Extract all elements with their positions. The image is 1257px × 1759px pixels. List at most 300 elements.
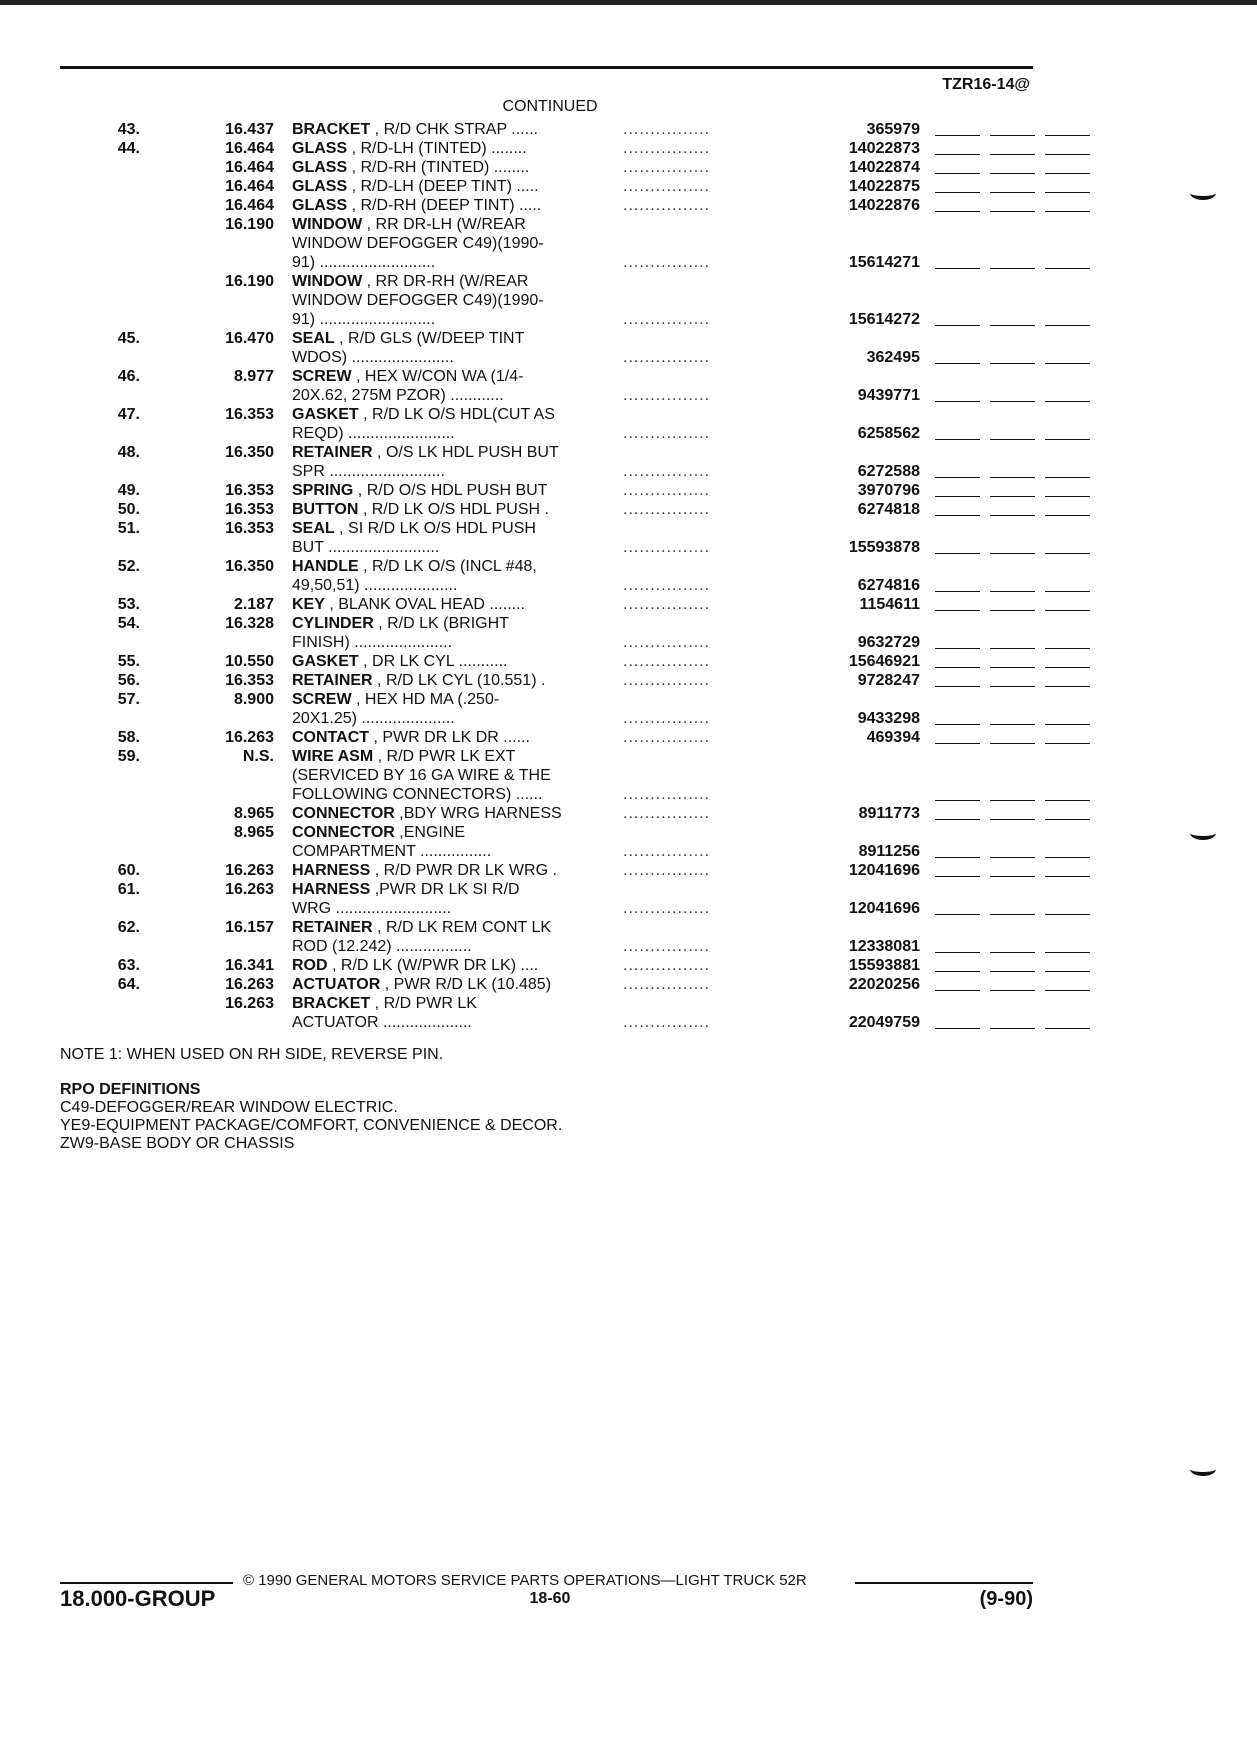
part-description	[292, 709, 600, 728]
blank-line	[1045, 686, 1090, 688]
part-name: WIRE ASM	[292, 748, 374, 765]
part-detail: , HEX HD MA (.250-	[356, 691, 500, 708]
group-number: 8.965	[233, 824, 274, 841]
part-number: 15614271	[848, 254, 920, 271]
part-detail: , R/D-LH (DEEP TINT) .....	[351, 178, 539, 195]
blank-line	[935, 135, 980, 137]
part-name: RETAINER	[292, 444, 373, 461]
group-number: 16.263	[225, 995, 274, 1012]
part-detail: , PWR R/D LK (10.485)	[384, 976, 552, 993]
table-row	[60, 823, 1040, 842]
part-detail: ,ENGINE	[399, 824, 466, 841]
blank-line	[990, 800, 1035, 802]
leader-dots: ................	[623, 938, 711, 955]
table-row	[60, 842, 1040, 861]
part-number: 22020256	[848, 976, 920, 993]
leader-dots: ................	[623, 653, 711, 670]
blank-line	[935, 496, 980, 498]
leader-dots: ................	[623, 539, 711, 556]
blank-line	[990, 876, 1035, 878]
blank-line	[935, 439, 980, 441]
part-name: CONTACT	[292, 729, 370, 746]
part-detail: ,PWR DR LK SI R/D	[374, 881, 520, 898]
entry-blanks	[935, 120, 1095, 139]
part-detail: WINDOW DEFOGGER C49)(1990-	[292, 235, 544, 252]
leader-dots: ................	[623, 121, 711, 138]
part-description	[292, 766, 600, 785]
entry-blanks	[935, 671, 1095, 690]
entry-blanks	[935, 158, 1095, 177]
table-row	[60, 481, 1040, 500]
ref-number: 51.	[117, 520, 140, 537]
part-name: BUTTON	[292, 501, 359, 518]
table-row	[60, 158, 1040, 177]
header-rule	[60, 66, 1033, 69]
blank-line	[990, 439, 1035, 441]
leader-dots: ................	[623, 729, 711, 746]
leader-dots: ................	[623, 957, 711, 974]
blank-line	[935, 477, 980, 479]
part-number: 15614272	[848, 311, 920, 328]
entry-blanks	[935, 348, 1095, 367]
blank-line	[1045, 610, 1090, 612]
table-row	[60, 348, 1040, 367]
part-name: CONNECTOR	[292, 805, 395, 822]
entry-blanks	[935, 861, 1095, 880]
blank-line	[935, 914, 980, 916]
entry-blanks	[935, 538, 1095, 557]
blank-line	[935, 648, 980, 650]
binder-hole-mark	[1190, 826, 1216, 840]
blank-line	[1045, 591, 1090, 593]
group-number: 16.263	[225, 881, 274, 898]
part-detail: , R/D GLS (W/DEEP TINT	[339, 330, 525, 347]
table-row	[60, 766, 1040, 785]
entry-blanks	[935, 576, 1095, 595]
blank-line	[1045, 1028, 1090, 1030]
table-row	[60, 671, 1040, 690]
part-number: 12041696	[848, 900, 920, 917]
blank-line	[1045, 477, 1090, 479]
table-row	[60, 1013, 1040, 1032]
part-name: GLASS	[292, 140, 348, 157]
part-description	[292, 329, 600, 348]
entry-blanks	[935, 1013, 1095, 1032]
continued-label: CONTINUED	[502, 98, 598, 115]
part-name: GASKET	[292, 653, 359, 670]
part-name: SPRING	[292, 482, 354, 499]
part-description	[292, 158, 600, 177]
ref-number: 57.	[117, 691, 140, 708]
leader-dots: ................	[623, 425, 711, 442]
blank-line	[990, 686, 1035, 688]
part-name: BRACKET	[292, 995, 371, 1012]
blank-line	[1045, 439, 1090, 441]
blank-line	[990, 743, 1035, 745]
part-name: RETAINER	[292, 919, 373, 936]
table-row	[60, 253, 1040, 272]
ref-number: 62.	[117, 919, 140, 936]
table-row	[60, 177, 1040, 196]
ref-number: 53.	[117, 596, 140, 613]
table-row	[60, 139, 1040, 158]
leader-dots: ................	[623, 862, 711, 879]
leader-dots: ................	[623, 976, 711, 993]
part-detail: , R/D CHK STRAP ......	[374, 121, 538, 138]
blank-line	[935, 401, 980, 403]
binder-hole-mark	[1190, 1462, 1216, 1476]
entry-blanks	[935, 177, 1095, 196]
blank-line	[1045, 363, 1090, 365]
part-detail: , R/D LK (W/PWR DR LK) ....	[332, 957, 539, 974]
leader-dots: ................	[623, 387, 711, 404]
ref-number: 60.	[117, 862, 140, 879]
part-detail: WDOS) .......................	[292, 349, 454, 366]
entry-blanks	[935, 804, 1095, 823]
blank-line	[935, 363, 980, 365]
leader-dots: ................	[623, 786, 711, 803]
blank-line	[1045, 515, 1090, 517]
part-detail: , BLANK OVAL HEAD ........	[329, 596, 525, 613]
ref-number: 43.	[117, 121, 140, 138]
footer-page-number: 18-60	[529, 1590, 571, 1607]
part-detail: , DR LK CYL ...........	[363, 653, 508, 670]
part-number: 362495	[866, 349, 920, 366]
group-number: 16.437	[225, 121, 274, 138]
part-detail: , R/D PWR LK EXT	[377, 748, 516, 765]
group-number: 16.190	[225, 216, 274, 233]
part-description	[292, 880, 600, 899]
group-number: 16.464	[225, 140, 274, 157]
part-number: 9433298	[857, 710, 920, 727]
blank-line	[935, 325, 980, 327]
entry-blanks	[935, 462, 1095, 481]
part-description	[292, 272, 600, 291]
footer-rule-left	[60, 1582, 233, 1584]
part-number: 365979	[866, 121, 920, 138]
table-row	[60, 880, 1040, 899]
leader-dots: ................	[623, 577, 711, 594]
table-row	[60, 728, 1040, 747]
blank-line	[990, 1028, 1035, 1030]
group-number: 16.353	[225, 406, 274, 423]
leader-dots: ................	[623, 349, 711, 366]
blank-line	[1045, 325, 1090, 327]
blank-line	[935, 192, 980, 194]
part-detail: , R/D LK O/S (INCL #48,	[363, 558, 537, 575]
blank-line	[990, 819, 1035, 821]
table-row	[60, 424, 1040, 443]
table-row	[60, 291, 1040, 310]
ref-number: 64.	[117, 976, 140, 993]
part-number: 6274816	[857, 577, 920, 594]
part-detail: , PWR DR LK DR ......	[373, 729, 530, 746]
part-description	[292, 310, 600, 329]
footer-date: (9-90)	[979, 1588, 1033, 1610]
leader-dots: ................	[623, 672, 711, 689]
table-row	[60, 994, 1040, 1013]
part-description	[292, 196, 600, 215]
blank-line	[1045, 990, 1090, 992]
group-number: 16.464	[225, 159, 274, 176]
leader-dots: ................	[623, 805, 711, 822]
group-number: 16.263	[225, 862, 274, 879]
part-detail: ROD (12.242) .................	[292, 938, 472, 955]
blank-line	[1045, 914, 1090, 916]
part-number: 22049759	[848, 1014, 920, 1031]
part-detail: , HEX W/CON WA (1/4-	[356, 368, 524, 385]
entry-blanks	[935, 652, 1095, 671]
group-number: 16.350	[225, 444, 274, 461]
leader-dots: ................	[623, 311, 711, 328]
part-description	[292, 994, 600, 1013]
part-description	[292, 405, 600, 424]
table-row	[60, 804, 1040, 823]
blank-line	[1045, 192, 1090, 194]
blank-line	[935, 211, 980, 213]
entry-blanks	[935, 956, 1095, 975]
part-description	[292, 728, 600, 747]
part-name: SCREW	[292, 368, 352, 385]
blank-line	[1045, 800, 1090, 802]
blank-line	[935, 1028, 980, 1030]
entry-blanks	[935, 937, 1095, 956]
part-number: 3970796	[857, 482, 920, 499]
leader-dots: ................	[623, 501, 711, 518]
table-row	[60, 614, 1040, 633]
part-detail: , R/D-RH (DEEP TINT) .....	[351, 197, 542, 214]
part-detail: , R/D PWR DR LK WRG .	[374, 862, 557, 879]
blank-line	[1045, 952, 1090, 954]
part-description	[292, 557, 600, 576]
ref-number: 55.	[117, 653, 140, 670]
blank-line	[935, 876, 980, 878]
entry-blanks	[935, 595, 1095, 614]
part-detail: WRG ..........................	[292, 900, 452, 917]
part-name: ACTUATOR	[292, 976, 381, 993]
part-description	[292, 652, 600, 671]
table-row	[60, 918, 1040, 937]
part-description	[292, 576, 600, 595]
table-row	[60, 576, 1040, 595]
blank-line	[990, 667, 1035, 669]
blank-line	[935, 268, 980, 270]
blank-line	[990, 857, 1035, 859]
part-description	[292, 139, 600, 158]
entry-blanks	[935, 386, 1095, 405]
leader-dots: ................	[623, 463, 711, 480]
ref-number: 56.	[117, 672, 140, 689]
part-number: 14022876	[848, 197, 920, 214]
table-row	[60, 595, 1040, 614]
group-number: 16.353	[225, 501, 274, 518]
leader-dots: ................	[623, 254, 711, 271]
blank-line	[935, 686, 980, 688]
table-row	[60, 785, 1040, 804]
part-name: GLASS	[292, 178, 348, 195]
ref-number: 46.	[117, 368, 140, 385]
blank-line	[1045, 401, 1090, 403]
table-row	[60, 937, 1040, 956]
part-description	[292, 785, 600, 804]
blank-line	[935, 553, 980, 555]
leader-dots: ................	[623, 482, 711, 499]
blank-line	[935, 667, 980, 669]
table-row	[60, 443, 1040, 462]
table-row	[60, 975, 1040, 994]
table-row	[60, 234, 1040, 253]
table-row	[60, 196, 1040, 215]
part-number: 12338081	[848, 938, 920, 955]
blank-line	[990, 496, 1035, 498]
table-row	[60, 538, 1040, 557]
part-name: GLASS	[292, 197, 348, 214]
table-row	[60, 367, 1040, 386]
part-description	[292, 120, 600, 139]
ref-number: 44.	[117, 140, 140, 157]
blank-line	[990, 401, 1035, 403]
blank-line	[1045, 724, 1090, 726]
blank-line	[935, 971, 980, 973]
part-name: CONNECTOR	[292, 824, 395, 841]
blank-line	[1045, 819, 1090, 821]
part-description	[292, 481, 600, 500]
blank-line	[935, 800, 980, 802]
table-row	[60, 652, 1040, 671]
blank-line	[935, 857, 980, 859]
part-description	[292, 177, 600, 196]
blank-line	[935, 724, 980, 726]
part-description	[292, 424, 600, 443]
group-number: 2.187	[233, 596, 274, 613]
blank-line	[990, 363, 1035, 365]
table-row	[60, 956, 1040, 975]
part-description	[292, 348, 600, 367]
part-description	[292, 899, 600, 918]
group-number: 8.965	[233, 805, 274, 822]
part-detail: , R/D-LH (TINTED) ........	[351, 140, 527, 157]
part-detail: FOLLOWING CONNECTORS) ......	[292, 786, 543, 803]
part-description	[292, 215, 600, 234]
ref-number: 58.	[117, 729, 140, 746]
entry-blanks	[935, 253, 1095, 272]
part-detail: 91) ..........................	[292, 311, 436, 328]
part-description	[292, 234, 600, 253]
part-description	[292, 614, 600, 633]
group-number: 16.470	[225, 330, 274, 347]
table-row	[60, 690, 1040, 709]
group-number: 10.550	[225, 653, 274, 670]
part-detail: 91) ..........................	[292, 254, 436, 271]
part-description	[292, 937, 600, 956]
part-number: 1154611	[859, 596, 920, 613]
ref-number: 45.	[117, 330, 140, 347]
table-row	[60, 747, 1040, 766]
part-number: 9439771	[857, 387, 920, 404]
part-name: RETAINER	[292, 672, 373, 689]
part-detail: FINISH) ......................	[292, 634, 453, 651]
entry-blanks	[935, 785, 1095, 804]
blank-line	[1045, 971, 1090, 973]
leader-dots: ................	[623, 178, 711, 195]
group-number: 16.157	[225, 919, 274, 936]
blank-line	[1045, 211, 1090, 213]
ref-number: 49.	[117, 482, 140, 499]
part-number: 469394	[866, 729, 920, 746]
rpo-definitions	[60, 1081, 562, 1153]
part-name: SCREW	[292, 691, 352, 708]
entry-blanks	[935, 310, 1095, 329]
part-name: HARNESS	[292, 862, 371, 879]
blank-line	[935, 819, 980, 821]
rpo-line: C49-DEFOGGER/REAR WINDOW ELECTRIC.	[60, 1099, 398, 1116]
part-description	[292, 671, 600, 690]
part-description	[292, 975, 600, 994]
entry-blanks	[935, 709, 1095, 728]
part-detail: , R/D LK REM CONT LK	[377, 919, 552, 936]
group-number: 16.190	[225, 273, 274, 290]
ref-number: 63.	[117, 957, 140, 974]
group-number: 8.900	[233, 691, 274, 708]
part-detail: , RR DR-LH (W/REAR	[366, 216, 526, 233]
blank-line	[935, 173, 980, 175]
part-detail: , R/D LK O/S HDL(CUT AS	[363, 406, 555, 423]
blank-line	[990, 553, 1035, 555]
part-number: 15593878	[848, 539, 920, 556]
leader-dots: ................	[623, 1014, 711, 1031]
blank-line	[1045, 743, 1090, 745]
part-description	[292, 462, 600, 481]
table-row	[60, 709, 1040, 728]
part-detail: BUT .........................	[292, 539, 440, 556]
blank-line	[1045, 876, 1090, 878]
blank-line	[990, 610, 1035, 612]
group-number: N.S.	[242, 748, 274, 765]
blank-line	[990, 268, 1035, 270]
blank-line	[1045, 667, 1090, 669]
table-row	[60, 215, 1040, 234]
ref-number: 50.	[117, 501, 140, 518]
blank-line	[1045, 496, 1090, 498]
group-number: 8.977	[233, 368, 274, 385]
part-detail: , R/D-RH (TINTED) ........	[351, 159, 530, 176]
part-detail: , R/D LK O/S HDL PUSH .	[362, 501, 549, 518]
blank-line	[935, 952, 980, 954]
table-row	[60, 386, 1040, 405]
part-description	[292, 386, 600, 405]
part-detail: , R/D PWR LK	[374, 995, 477, 1012]
leader-dots: ................	[623, 596, 711, 613]
part-detail: (SERVICED BY 16 GA WIRE & THE	[292, 767, 551, 784]
part-detail: , O/S LK HDL PUSH BUT	[377, 444, 559, 461]
table-row	[60, 519, 1040, 538]
blank-line	[990, 515, 1035, 517]
ref-number: 52.	[117, 558, 140, 575]
blank-line	[1045, 154, 1090, 156]
part-number: 14022873	[848, 140, 920, 157]
blank-line	[990, 477, 1035, 479]
part-number: 6258562	[857, 425, 920, 442]
part-name: GASKET	[292, 406, 359, 423]
blank-line	[990, 173, 1035, 175]
part-description	[292, 367, 600, 386]
entry-blanks	[935, 633, 1095, 652]
part-name: CYLINDER	[292, 615, 374, 632]
blank-line	[990, 952, 1035, 954]
group-number: 16.263	[225, 729, 274, 746]
rpo-heading: RPO DEFINITIONS	[60, 1081, 201, 1098]
leader-dots: ................	[623, 159, 711, 176]
